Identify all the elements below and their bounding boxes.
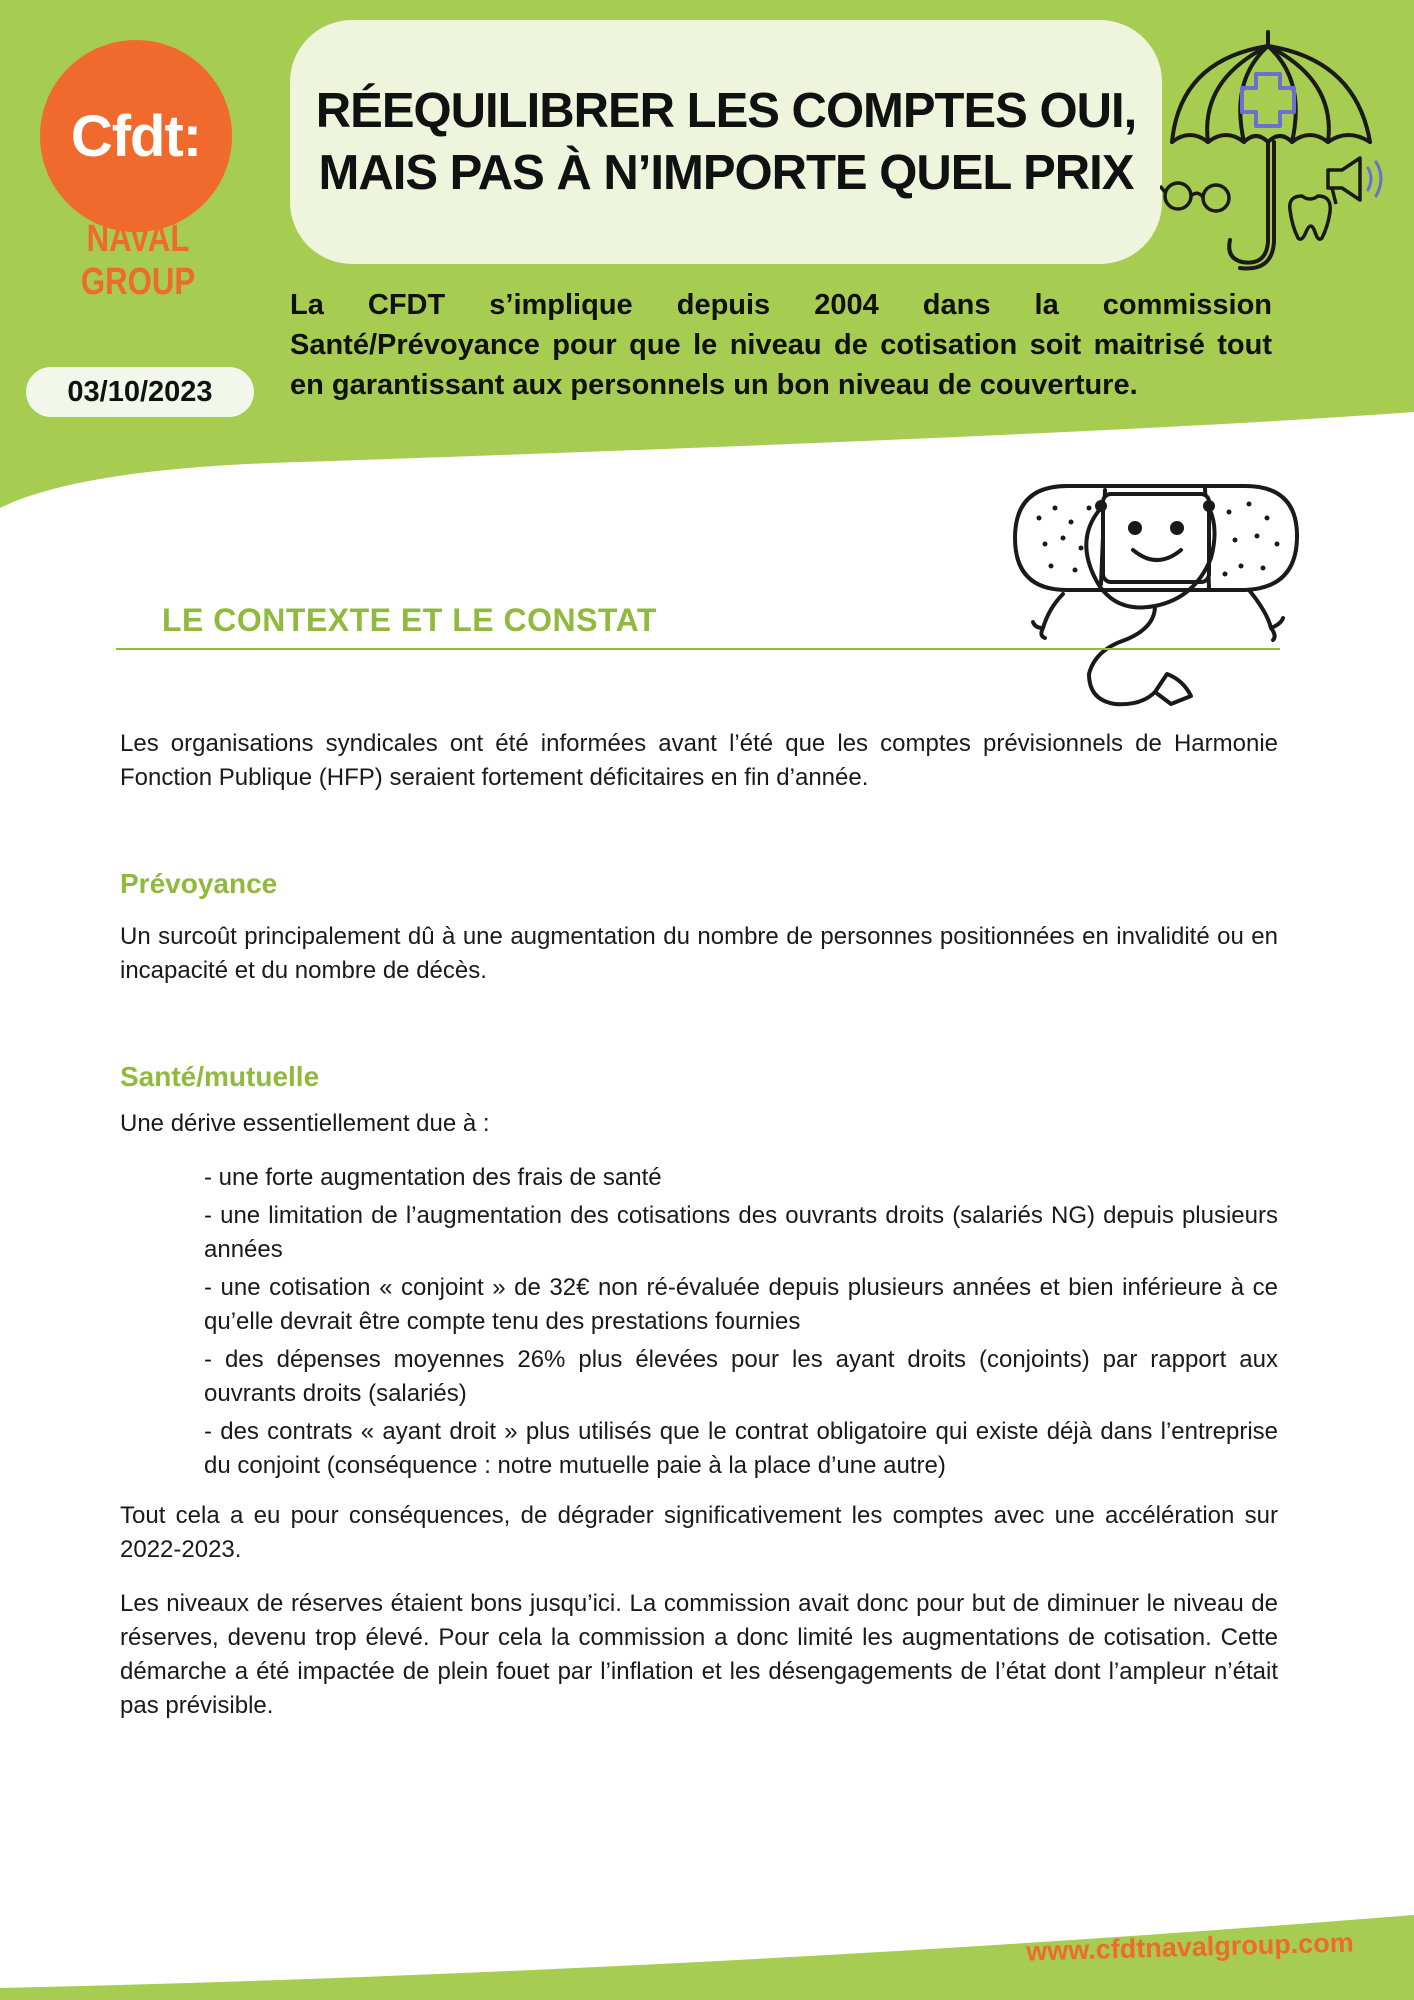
cfdt-logo: [40, 40, 232, 232]
sante-heading: Santé/mutuelle: [120, 1061, 320, 1092]
glasses-icon: [1160, 183, 1229, 211]
sante-lead: Une dérive essentiellement due à :: [120, 1110, 490, 1137]
list-item: - une limitation de l’augmentation des cotisations des ouvrants droits (salariés NG) depuis plusieurs années: [204, 1202, 1278, 1263]
intro-paragraph: La CFDT s’implique depuis 2004 dans la commission Santé/Prévoyance pour que le niveau de cotisation soit maitrisé tout en garantissant aux personnels un bon niveau de couverture.: [290, 289, 1272, 401]
page-title-line-1: RÉEQUILIBRER LES COMPTES OUI,: [315, 84, 1137, 138]
list-item: - une cotisation « conjoint » de 32€ non ré-évaluée depuis plusieurs années et bien inférieure à ce qu’elle devrait être compte tenu des prestations fournies: [204, 1274, 1278, 1335]
tooth-icon: [1290, 196, 1331, 239]
consequences-paragraph: Tout cela a eu pour conséquences, de dégrader significativement les comptes avec une accélération sur 2022-2023.: [120, 1502, 1278, 1563]
section-title: LE CONTEXTE ET LE CONSTAT: [162, 602, 657, 638]
title-banner: [290, 20, 1162, 264]
date-badge: 03/10/2023: [26, 367, 254, 417]
list-item: - une forte augmentation des frais de santé: [204, 1164, 662, 1191]
sante-bullet-list: [120, 1161, 1278, 1483]
umbrella-icon: [1172, 32, 1370, 268]
list-item: - des dépenses moyennes 26% plus élevées pour les ayant droits (conjoints) par rapport aux ouvrants droits (salariés): [204, 1346, 1278, 1407]
bandage-illustration: [1005, 478, 1305, 718]
reserves-paragraph: Les niveaux de réserves étaient bons jusqu’ici. La commission avait donc pour but de diminuer le niveau de réserves, devenu trop élevé. Pour cela la commission a donc limité les augmentations de cotisation. Cette démarche a été impactée de plein fouet par l’inflation et les désengagements de l’état dont l’ampleur n’était pas prévisible.: [120, 1590, 1278, 1719]
prevoyance-paragraph: Un surcoût principalement dû à une augmentation du nombre de personnes positionnées en invalidité ou en incapacité et du nombre de décès.: [120, 923, 1278, 984]
list-item: - des contrats « ayant droit » plus utilisés que le contrat obligatoire qui existe déjà dans l’entreprise du conjoint (conséquence : notre mutuelle paie à la place d’une autre): [204, 1418, 1278, 1479]
main-content: [120, 727, 1278, 1723]
prevoyance-heading: Prévoyance: [120, 868, 278, 899]
megaphone-icon: [1328, 158, 1360, 204]
logo-subtitle: NAVAL GROUP: [80, 218, 196, 303]
logo-text: Cfdt:: [70, 103, 202, 169]
bandage-character-icon: [1015, 486, 1297, 640]
section-divider: [116, 648, 1280, 650]
page-title-line-2: MAIS PAS À N’IMPORTE QUEL PRIX: [318, 146, 1134, 200]
footer-website-link[interactable]: www.cfdtnavalgroup.com: [1025, 1927, 1355, 1967]
context-paragraph: Les organisations syndicales ont été informées avant l’été que les comptes prévisionnels de Harmonie Fonction Publique (HFP) seraient fortement déficitaires en fin d’année.: [120, 730, 1278, 791]
umbrella-illustration: [1160, 20, 1400, 275]
medical-cross-icon: [1242, 74, 1294, 126]
